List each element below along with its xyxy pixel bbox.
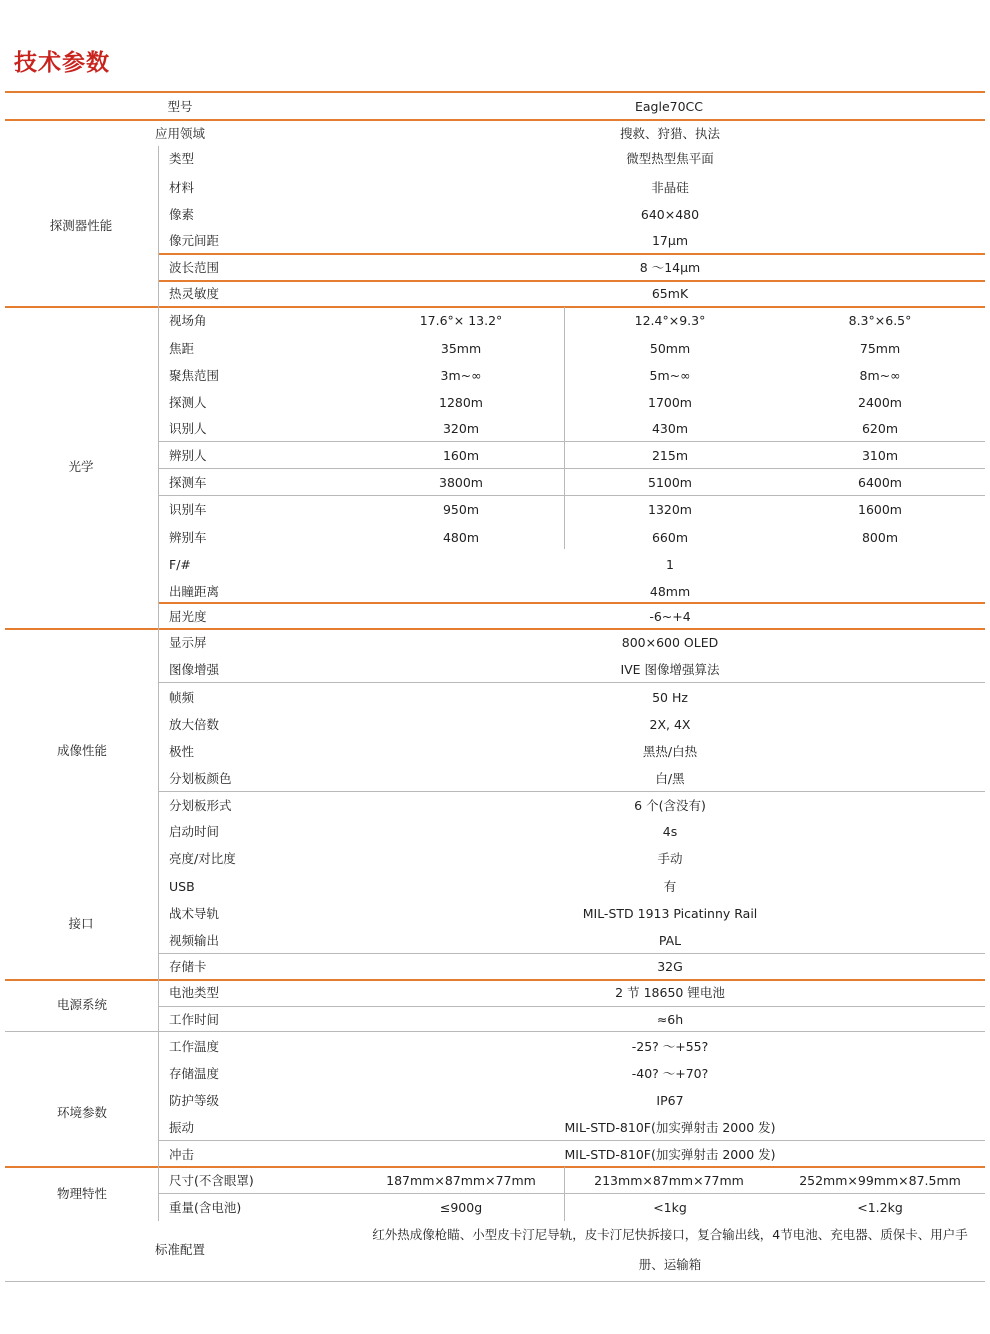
category-environment: 环境参数 <box>56 1105 108 1120</box>
spec-value: -25? ～+55? <box>631 1039 709 1054</box>
spec-value: 215m <box>651 448 689 463</box>
spec-value: 17μm <box>651 233 689 248</box>
spec-value: 1320m <box>648 502 692 517</box>
spec-value: 50 Hz <box>652 690 688 705</box>
spec-value: 17.6°× 13.2° <box>419 313 503 328</box>
spec-value: 2400m <box>858 395 902 410</box>
spec-value: 非晶硅 <box>651 180 689 195</box>
category-power: 电源系统 <box>56 997 108 1012</box>
spec-value: 5m~∞ <box>649 368 691 383</box>
spec-label: 视频输出 <box>169 933 220 948</box>
spec-label: 重量(含电池) <box>169 1200 242 1215</box>
spec-value: 2 节 18650 锂电池 <box>615 985 725 1000</box>
application-label: 应用领域 <box>154 126 206 141</box>
standard-config-value: 红外热成像枪瞄、小型皮卡汀尼导轨，皮卡汀尼快拆接口，复合输出线，4节电池、充电器、质保卡、用户手册、运输箱 <box>372 1227 968 1272</box>
model-value: Eagle70CC <box>634 99 704 114</box>
page-title: 技术参数 <box>14 50 110 76</box>
spec-label: 分划板颜色 <box>169 771 232 786</box>
spec-value: 手动 <box>657 851 683 866</box>
divider <box>158 953 985 954</box>
spec-value: 5100m <box>648 475 692 490</box>
spec-value: 3m~∞ <box>440 368 482 383</box>
spec-value: 75mm <box>859 341 901 356</box>
spec-value: 35mm <box>440 341 482 356</box>
spec-label: 存储温度 <box>169 1066 220 1081</box>
divider <box>158 441 985 442</box>
divider <box>158 1193 985 1194</box>
application-value: 搜救、狩猎、执法 <box>619 126 721 141</box>
spec-label: 图像增强 <box>169 662 220 677</box>
spec-value: 1 <box>666 557 674 572</box>
model-label: 型号 <box>167 99 193 114</box>
spec-value: -6~+4 <box>649 609 691 624</box>
category-imaging: 成像性能 <box>56 743 108 758</box>
spec-value: 微型热型焦平面 <box>626 151 714 166</box>
spec-label: 识别人 <box>169 421 207 436</box>
spec-label: 尺寸(不含眼罩) <box>169 1173 254 1188</box>
spec-label: 亮度/对比度 <box>169 851 236 866</box>
spec-value: 1600m <box>858 502 902 517</box>
spec-value: MIL-STD 1913 Picatinny Rail <box>582 906 758 921</box>
divider <box>5 628 985 630</box>
spec-value: 白/黑 <box>655 771 685 786</box>
spec-label: 电池类型 <box>169 985 220 1000</box>
spec-label: 热灵敏度 <box>169 286 220 301</box>
spec-value: 50mm <box>649 341 691 356</box>
spec-value: 620m <box>861 421 899 436</box>
spec-label: 极性 <box>169 744 195 759</box>
spec-label: 像素 <box>169 207 195 222</box>
spec-value: MIL-STD-810F(加实弹射击 2000 发) <box>564 1147 776 1162</box>
divider <box>5 1166 985 1168</box>
divider <box>5 1031 985 1032</box>
spec-value: 有 <box>663 879 677 894</box>
column-divider <box>564 307 565 549</box>
spec-value: ≤900g <box>439 1200 483 1215</box>
spec-value: 8 ～14μm <box>639 260 701 275</box>
spec-label: 振动 <box>169 1120 195 1135</box>
spec-label: 出瞳距离 <box>169 584 220 599</box>
spec-value: 480m <box>442 530 480 545</box>
spec-value: 8.3°×6.5° <box>848 313 912 328</box>
spec-label: 放大倍数 <box>169 717 220 732</box>
spec-label: 焦距 <box>169 341 195 356</box>
spec-value: 187mm×87mm×77mm <box>386 1173 536 1188</box>
spec-value: ≈6h <box>656 1012 684 1027</box>
spec-label: 辨别车 <box>169 530 207 545</box>
spec-value: 252mm×99mm×87.5mm <box>799 1173 961 1188</box>
spec-value: MIL-STD-810F(加实弹射击 2000 发) <box>564 1120 776 1135</box>
spec-value: 2X, 4X <box>649 717 691 732</box>
spec-value: 32G <box>657 959 683 974</box>
spec-label: 视场角 <box>169 313 207 328</box>
spec-value: 160m <box>442 448 480 463</box>
spec-value: 12.4°×9.3° <box>634 313 706 328</box>
column-divider <box>564 1167 565 1221</box>
spec-value: 950m <box>442 502 480 517</box>
spec-value: 800×600 OLED <box>621 635 719 650</box>
divider <box>158 495 985 496</box>
divider <box>158 682 985 683</box>
spec-value: 1700m <box>648 395 692 410</box>
spec-value: 213mm×87mm×77mm <box>594 1173 744 1188</box>
divider <box>5 1281 985 1282</box>
spec-value: 660m <box>651 530 689 545</box>
spec-value: 6 个(含没有) <box>634 798 706 813</box>
spec-label: 波长范围 <box>169 260 220 275</box>
spec-label: 探测人 <box>169 395 207 410</box>
spec-value: 3800m <box>439 475 483 490</box>
spec-label: 显示屏 <box>169 635 207 650</box>
divider <box>158 791 985 792</box>
column-divider <box>158 146 159 1221</box>
spec-value: IP67 <box>656 1093 684 1108</box>
standard-config-label: 标准配置 <box>154 1242 206 1257</box>
category-interface: 接口 <box>68 916 94 931</box>
spec-label: 屈光度 <box>169 609 207 624</box>
spec-label: F/# <box>169 557 191 572</box>
spec-label: 识别车 <box>169 502 207 517</box>
spec-value: <1kg <box>653 1200 687 1215</box>
spec-label: 战术导轨 <box>169 906 220 921</box>
category-detector: 探测器性能 <box>49 218 113 233</box>
category-optics: 光学 <box>68 459 94 474</box>
spec-value: IVE 图像增强算法 <box>620 662 720 677</box>
spec-value: 6400m <box>858 475 902 490</box>
spec-value: PAL <box>658 933 682 948</box>
divider <box>5 91 985 93</box>
spec-value: <1.2kg <box>857 1200 903 1215</box>
spec-label: 帧频 <box>169 690 195 705</box>
divider <box>5 119 985 121</box>
divider <box>5 979 985 981</box>
spec-label: 辨别人 <box>169 448 207 463</box>
spec-label: 类型 <box>169 151 195 166</box>
spec-label: 聚焦范围 <box>169 368 220 383</box>
spec-value: 310m <box>861 448 899 463</box>
spec-label: 像元间距 <box>169 233 220 248</box>
divider <box>158 1140 985 1141</box>
spec-label: 工作时间 <box>169 1012 220 1027</box>
spec-value: 48mm <box>649 584 691 599</box>
spec-label: 材料 <box>169 180 195 195</box>
divider <box>158 280 985 282</box>
spec-label: 分划板形式 <box>169 798 232 813</box>
divider <box>158 602 985 604</box>
spec-value: 320m <box>442 421 480 436</box>
spec-value: 8m~∞ <box>859 368 901 383</box>
category-physical: 物理特性 <box>56 1186 108 1201</box>
spec-value: 640×480 <box>640 207 700 222</box>
spec-value: 430m <box>651 421 689 436</box>
spec-label: 防护等级 <box>169 1093 220 1108</box>
spec-label: 启动时间 <box>169 824 220 839</box>
spec-value: 4s <box>662 824 678 839</box>
divider <box>158 1006 985 1007</box>
divider <box>158 468 985 469</box>
spec-label: 工作温度 <box>169 1039 220 1054</box>
spec-label: 存储卡 <box>169 959 207 974</box>
spec-label: 冲击 <box>169 1147 195 1162</box>
spec-value: 1280m <box>439 395 483 410</box>
divider <box>5 306 985 308</box>
spec-value: 黑热/白热 <box>642 744 698 759</box>
spec-value: 800m <box>861 530 899 545</box>
spec-value: -40? ～+70? <box>631 1066 709 1081</box>
spec-label: 探测车 <box>169 475 207 490</box>
divider <box>158 253 985 255</box>
spec-label: USB <box>169 879 195 894</box>
spec-value: 65mK <box>651 286 689 301</box>
